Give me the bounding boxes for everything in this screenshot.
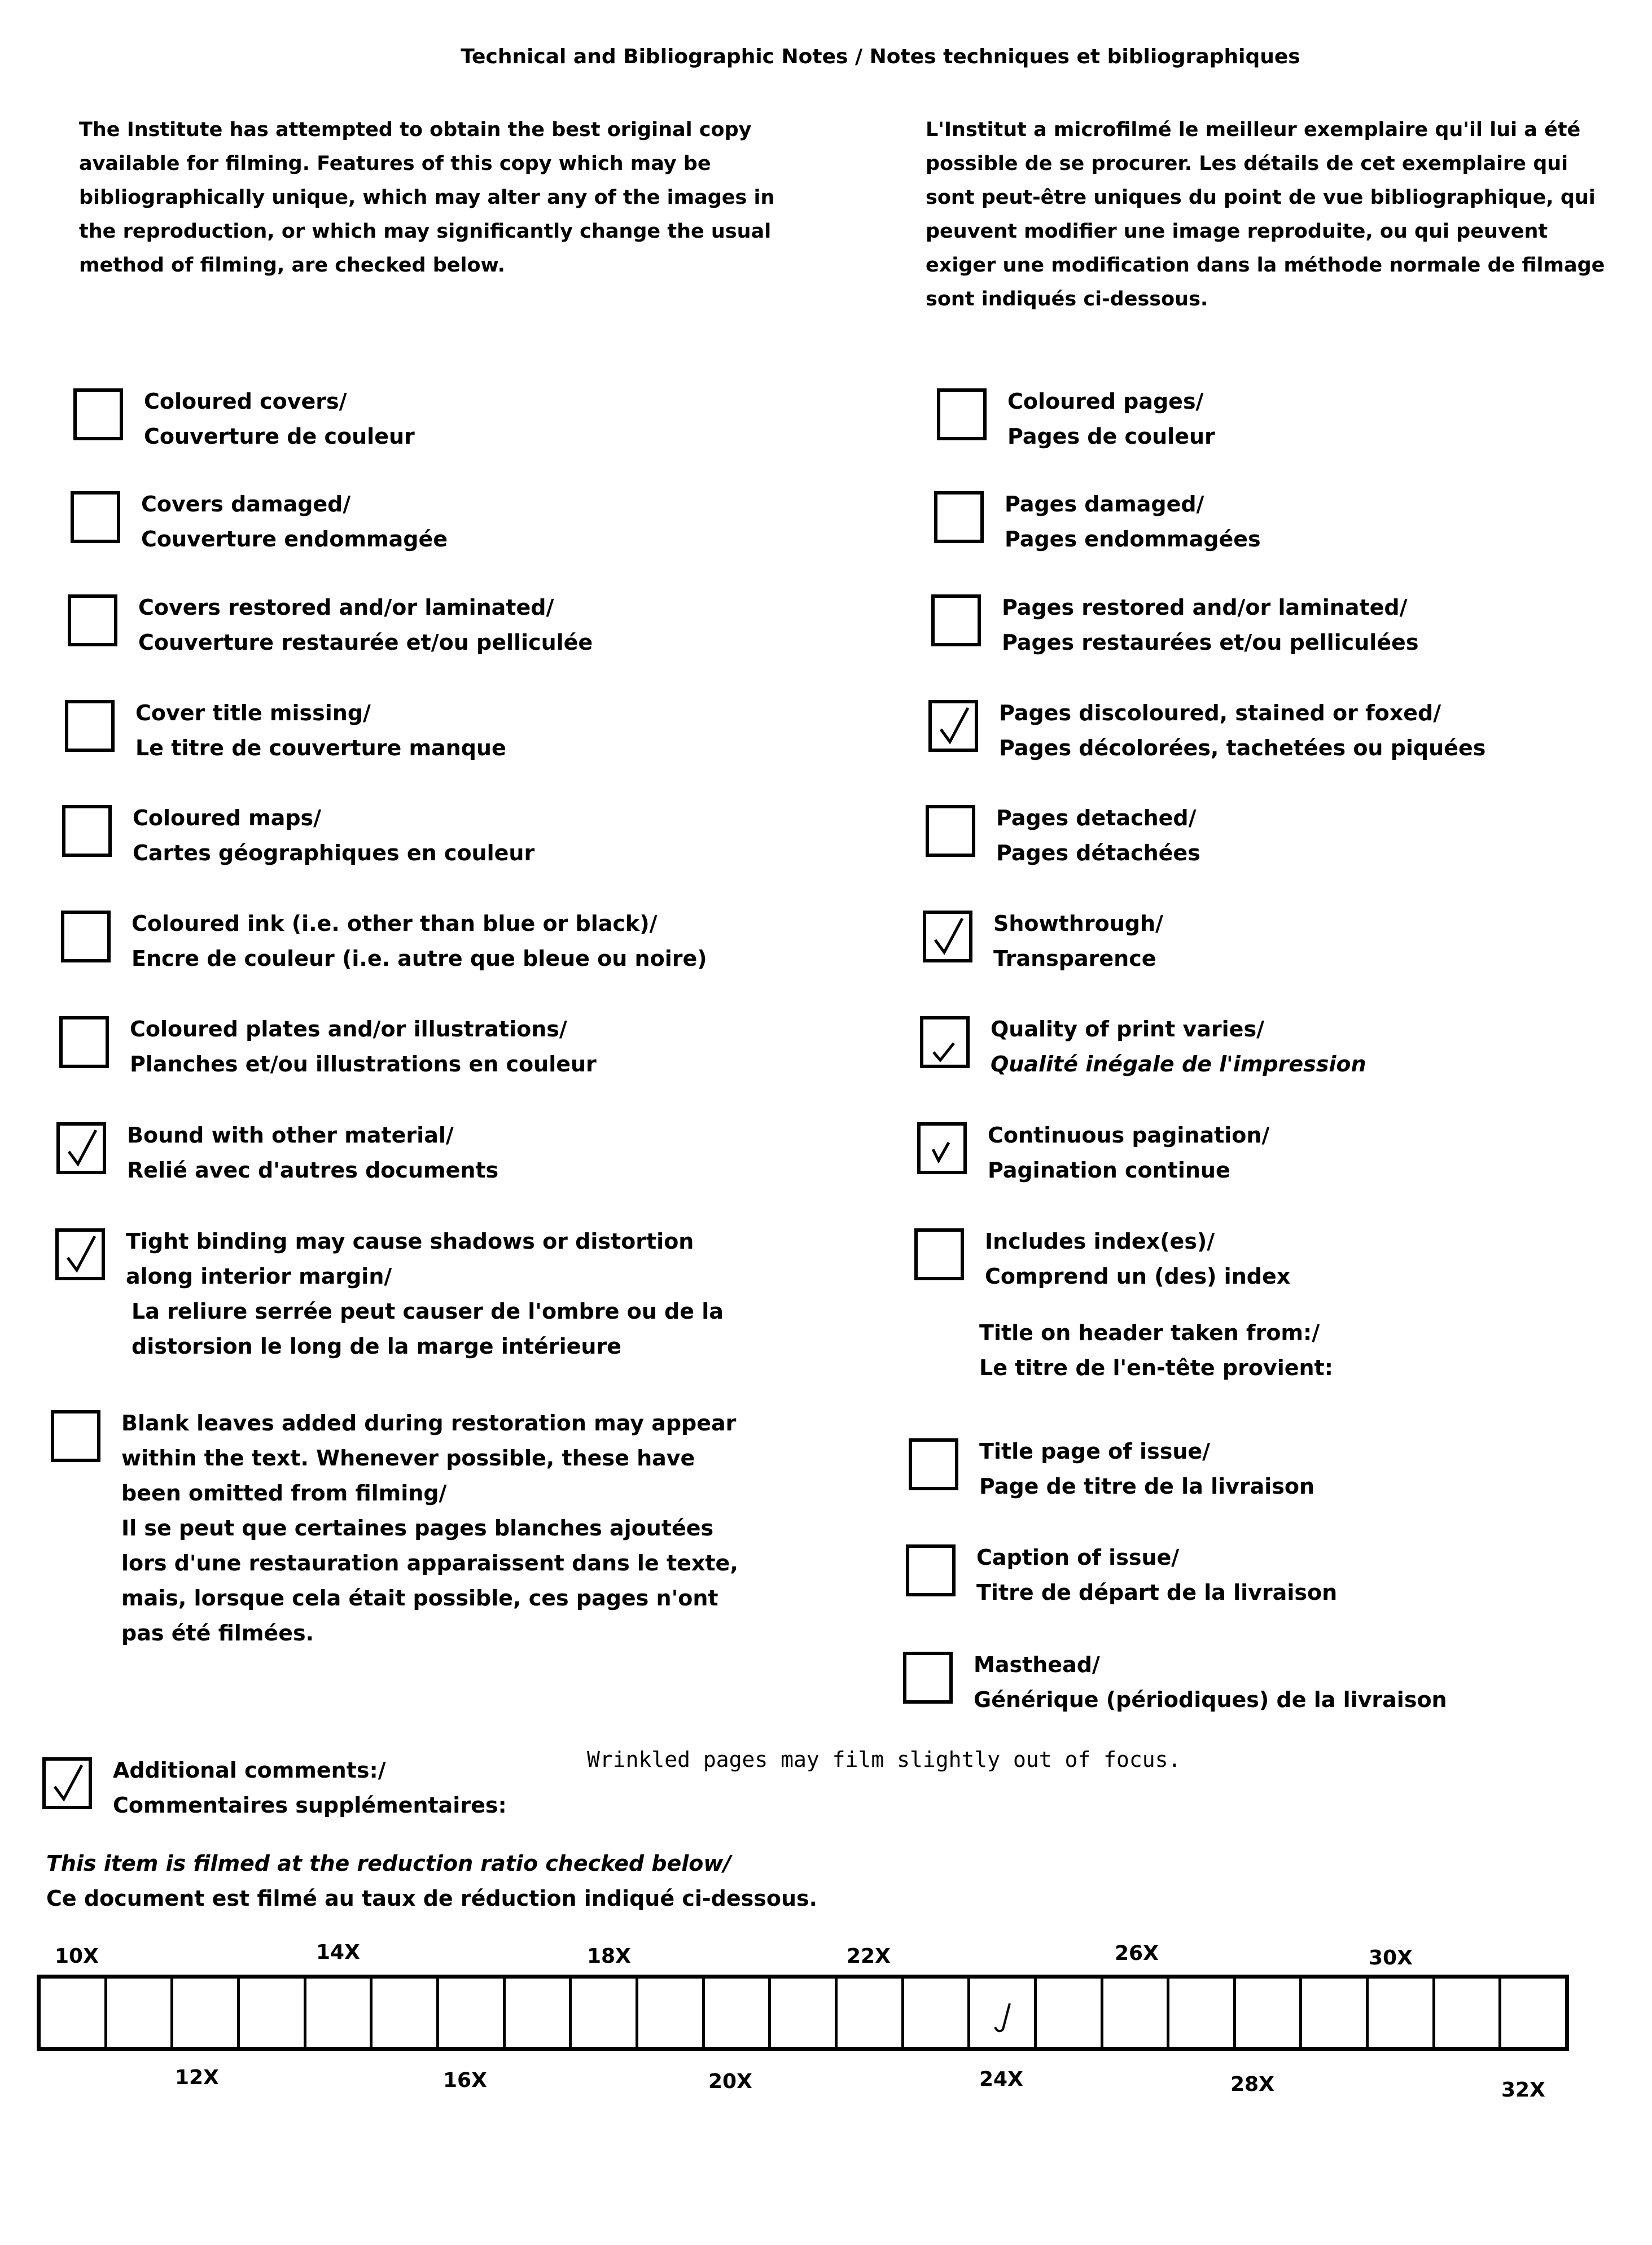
label-en: Coloured pages/ bbox=[1007, 389, 1204, 414]
label-en: Cover title missing/ bbox=[135, 701, 371, 725]
checkbox-box[interactable] bbox=[61, 911, 111, 962]
scale-cell[interactable] bbox=[572, 1979, 638, 2047]
label-en: Coloured ink (i.e. other than blue or black)/ bbox=[132, 911, 658, 936]
scale-label-28x: 28X bbox=[1230, 2073, 1274, 2096]
checkbox-box[interactable] bbox=[934, 491, 984, 543]
scale-label-30x: 30X bbox=[1369, 1946, 1413, 1970]
scale-cell[interactable] bbox=[373, 1979, 439, 2047]
label-en: Bound with other material/ bbox=[127, 1123, 454, 1148]
label-en: This item is filmed at the reduction ratio checked below/ bbox=[46, 1851, 731, 1876]
scale-label-32x: 32X bbox=[1501, 2078, 1545, 2102]
label-en: Pages restored and/or laminated/ bbox=[1002, 595, 1408, 620]
checkbox-box[interactable] bbox=[42, 1757, 92, 1809]
scale-cell[interactable] bbox=[173, 1979, 240, 2047]
label-fr: Planches et/ou illustrations en couleur bbox=[130, 1052, 597, 1076]
checkbox-box[interactable] bbox=[73, 388, 123, 440]
scale-cell[interactable] bbox=[41, 1979, 107, 2047]
label-fr: La reliure serrée peut causer de l'ombre ou de la bbox=[132, 1299, 724, 1324]
scale-cell[interactable] bbox=[838, 1979, 904, 2047]
label-fr: Commentaires supplémentaires: bbox=[113, 1793, 507, 1818]
checkmark-icon bbox=[928, 1021, 962, 1064]
checkmark-icon bbox=[925, 1127, 959, 1170]
scale-label-26x: 26X bbox=[1115, 1942, 1159, 1965]
scale-label-14x: 14X bbox=[316, 1941, 360, 1964]
comments-value: Wrinkled pages may film slightly out of focus. bbox=[587, 1747, 1181, 1772]
label-en: Pages discoloured, stained or foxed/ bbox=[999, 701, 1441, 725]
header-source-label bbox=[979, 1315, 1333, 1385]
label-en: Title page of issue/ bbox=[979, 1439, 1211, 1464]
label-fr: Pages endommagées bbox=[1005, 527, 1261, 552]
label-fr: Comprend un (des) index bbox=[985, 1264, 1291, 1289]
label-en: Continuous pagination/ bbox=[988, 1123, 1270, 1148]
checkbox-box[interactable] bbox=[926, 805, 975, 857]
label-fr: Pages de couleur bbox=[1007, 424, 1215, 449]
label-en: Title on header taken from:/ bbox=[979, 1320, 1320, 1345]
scale-cell[interactable] bbox=[306, 1979, 373, 2047]
scale-cell-checked[interactable] bbox=[970, 1979, 1037, 2047]
label-en: Coloured plates and/or illustrations/ bbox=[130, 1017, 567, 1041]
scale-label-22x: 22X bbox=[847, 1945, 891, 1968]
label-en: Caption of issue/ bbox=[976, 1545, 1180, 1570]
label-en-3: been omitted from filming/ bbox=[121, 1481, 447, 1506]
label-en: Masthead/ bbox=[974, 1652, 1100, 1677]
checkbox-box[interactable] bbox=[56, 1122, 106, 1174]
label-fr: Générique (périodiques) de la livraison bbox=[974, 1687, 1447, 1712]
label-en-2: along interior margin/ bbox=[126, 1264, 392, 1289]
label-en-2: within the text. Whenever possible, these have bbox=[121, 1446, 695, 1471]
scale-cell[interactable] bbox=[1435, 1979, 1502, 2047]
checkbox-box[interactable] bbox=[909, 1438, 958, 1490]
label-fr: Couverture restaurée et/ou pelliculée bbox=[138, 630, 593, 655]
label-fr-2: lors d'une restauration apparaissent dans le texte, bbox=[121, 1551, 738, 1576]
intro-french: L'Institut a microfilmé le meilleur exemplaire qu'il lui a été possible de se procurer. Les détails de cet exemplaire qui sont peut-être uniques du point de vue bibliographique, qui peuvent modifier une image reproduite, ou qui peuvent exiger une modification dans la méthode normale de filmage sont indiqués ci-dessous. bbox=[926, 119, 1605, 310]
scale-cell[interactable] bbox=[240, 1979, 306, 2047]
checkbox-box[interactable] bbox=[937, 388, 987, 440]
scale-cell[interactable] bbox=[506, 1979, 572, 2047]
scale-cell[interactable] bbox=[1169, 1979, 1236, 2047]
checkbox-box[interactable] bbox=[931, 594, 981, 646]
scale-cell[interactable] bbox=[638, 1979, 705, 2047]
label-fr: Titre de départ de la livraison bbox=[976, 1580, 1338, 1605]
checkbox-box[interactable] bbox=[68, 594, 117, 646]
checkbox-box[interactable] bbox=[917, 1122, 967, 1174]
label-en: Covers restored and/or laminated/ bbox=[138, 595, 554, 620]
scale-label-12x: 12X bbox=[175, 2066, 219, 2089]
label-fr: Pagination continue bbox=[988, 1158, 1230, 1183]
label-fr: Relié avec d'autres documents bbox=[127, 1158, 499, 1183]
checkbox-box[interactable] bbox=[65, 700, 115, 752]
label-fr: Couverture de couleur bbox=[144, 424, 415, 449]
label-en: Includes index(es)/ bbox=[985, 1229, 1215, 1254]
page-title: Technical and Bibliographic Notes / Notes techniques et bibliographiques bbox=[461, 45, 1300, 68]
scale-cell[interactable] bbox=[439, 1979, 506, 2047]
scale-label-16x: 16X bbox=[443, 2069, 487, 2092]
checkmark-icon bbox=[993, 2001, 1015, 2035]
checkmark-icon bbox=[50, 1762, 84, 1805]
scale-cell[interactable] bbox=[107, 1979, 174, 2047]
scale-cell[interactable] bbox=[771, 1979, 838, 2047]
checkbox-box[interactable] bbox=[51, 1410, 100, 1462]
label-fr: Cartes géographiques en couleur bbox=[133, 841, 535, 865]
checkbox-box[interactable] bbox=[920, 1016, 970, 1068]
label-fr-4: pas été filmées. bbox=[121, 1621, 314, 1646]
label-fr: Page de titre de la livraison bbox=[979, 1474, 1315, 1499]
scale-cell[interactable] bbox=[904, 1979, 971, 2047]
checkbox-box[interactable] bbox=[906, 1544, 956, 1596]
label-en: Tight binding may cause shadows or distortion bbox=[126, 1229, 694, 1254]
label-en: Pages detached/ bbox=[996, 806, 1197, 830]
reduction-note bbox=[46, 1846, 817, 1916]
checkmark-icon bbox=[931, 915, 965, 958]
label-en: Coloured maps/ bbox=[133, 806, 322, 830]
label-fr: Il se peut que certaines pages blanches ajoutées bbox=[121, 1516, 714, 1541]
scale-cell[interactable] bbox=[1501, 1979, 1565, 2047]
label-fr: Pages restaurées et/ou pelliculées bbox=[1002, 630, 1419, 655]
label-fr: Transparence bbox=[993, 946, 1156, 971]
label-fr-2: distorsion le long de la marge intérieure bbox=[132, 1334, 621, 1359]
checkbox-box[interactable] bbox=[55, 1228, 105, 1280]
scale-label-10x: 10X bbox=[55, 1945, 99, 1968]
label-fr: Le titre de couverture manque bbox=[135, 736, 506, 760]
reduction-scale-strip bbox=[37, 1975, 1569, 2051]
checkmark-icon bbox=[936, 704, 970, 747]
scale-label-18x: 18X bbox=[587, 1945, 631, 1968]
label-en: Pages damaged/ bbox=[1005, 492, 1204, 517]
checkbox-box[interactable] bbox=[59, 1016, 109, 1068]
scale-cell[interactable] bbox=[705, 1979, 772, 2047]
checkbox-box[interactable] bbox=[914, 1228, 964, 1280]
scale-label-24x: 24X bbox=[979, 2068, 1023, 2091]
checkbox-box[interactable] bbox=[903, 1652, 953, 1704]
label-en: Covers damaged/ bbox=[141, 492, 351, 517]
label-fr: Le titre de l'en-tête provient: bbox=[979, 1355, 1333, 1380]
checkmark-icon bbox=[63, 1233, 97, 1276]
label-en: Quality of print varies/ bbox=[991, 1017, 1264, 1041]
scale-cell[interactable] bbox=[1302, 1979, 1369, 2047]
label-en: Showthrough/ bbox=[993, 911, 1163, 936]
label-en: Coloured covers/ bbox=[144, 389, 347, 414]
checkbox-box[interactable] bbox=[928, 700, 978, 752]
label-fr: Pages décolorées, tachetées ou piquées bbox=[999, 736, 1486, 760]
scale-cell[interactable] bbox=[1103, 1979, 1170, 2047]
label-fr: Ce document est filmé au taux de réduction indiqué ci-dessous. bbox=[46, 1886, 818, 1911]
label-fr: Encre de couleur (i.e. autre que bleue ou noire) bbox=[132, 946, 707, 971]
scale-cell[interactable] bbox=[1236, 1979, 1303, 2047]
label-fr: Pages détachées bbox=[996, 841, 1200, 865]
checkbox-box[interactable] bbox=[923, 911, 972, 962]
checkmark-icon bbox=[64, 1127, 98, 1170]
scale-cell[interactable] bbox=[1369, 1979, 1435, 2047]
label-en: Blank leaves added during restoration may appear bbox=[121, 1411, 737, 1436]
scale-cell[interactable] bbox=[1037, 1979, 1103, 2047]
intro-english: The Institute has attempted to obtain the best original copy available for filming. Features of this copy which may be bibliographically unique, which may alter any of the images in the reproduction, or which may significantly change the usual method of filming, are checked below. bbox=[79, 119, 775, 277]
label-en: Additional comments:/ bbox=[113, 1758, 386, 1783]
checkbox-box[interactable] bbox=[62, 805, 112, 857]
label-fr: Qualité inégale de l'impression bbox=[991, 1052, 1366, 1076]
scale-label-20x: 20X bbox=[708, 2070, 752, 2093]
label-fr-3: mais, lorsque cela était possible, ces pages n'ont bbox=[121, 1586, 718, 1611]
checkbox-box[interactable] bbox=[71, 491, 120, 543]
label-fr: Couverture endommagée bbox=[141, 527, 448, 552]
